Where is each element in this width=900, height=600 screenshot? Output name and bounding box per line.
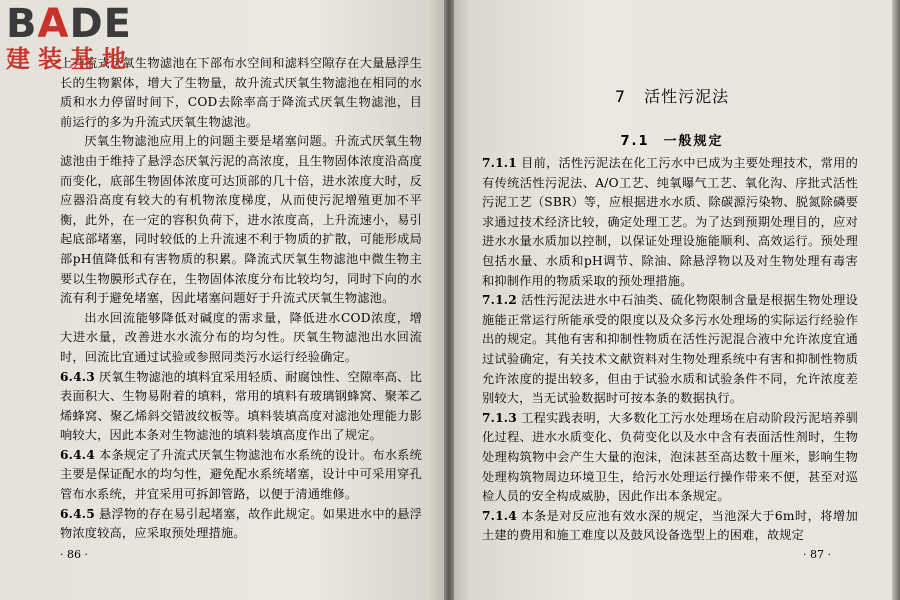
clause-paragraph: 6.4.5 悬浮物的存在易引起堵塞，故作此规定。如果进水中的悬浮物浓度较高，应采取预处理措施。 xyxy=(60,506,422,541)
logo-subtitle: 建装基地 xyxy=(6,45,134,73)
clause-paragraph: 7.1.4 本条是对反应池有效水深的规定，当池深大于6m时，将增加土建的费用和施工难度以及鼓风设备选型上的困难，故规定 xyxy=(482,508,858,543)
clause-number: 6.4.4 xyxy=(60,447,95,462)
chapter-number: 7 xyxy=(614,87,627,106)
clause-number: 6.4.5 xyxy=(60,506,95,521)
clause-number: 6.4.3 xyxy=(60,369,95,384)
left-paragraph: 出水回流能够降低对碱度的需求量，降低进水COD浓度，增大进水量，改善进水水流分布的均匀性。厌氧生物滤池出水回流时，回流比宜通过试验或参照同类污水运行经验确定。 xyxy=(60,310,422,364)
section-title: 一般规定 xyxy=(663,134,724,149)
watermark-logo xyxy=(6,2,176,82)
page-number-left: · 86 · xyxy=(60,548,88,561)
left-paragraph: 上升流式厌氧生物滤池在下部布水空间和滤料空隙存在大量悬浮生长的生物絮体，增大了生物量，故升流式厌氧生物滤池在相同的水质和水力停留时间下，COD去除率高于降流式厌氧生物滤池，目前运行的多为升流式厌氧生物滤池。 xyxy=(60,56,422,129)
clause-paragraph: 7.1.1 目前，活性污泥法在化工污水中已成为主要处理技术，常用的有传统活性污泥法、A/O工艺、纯氧曝气工艺、氧化沟、序批式活性污泥工艺（SBR）等，应根据进水水质、除碳源污染物、脱氮除磷要求通过技术经济比较，确定处理工艺。为了达到预期处理目的，应对进水水量水质加以控制，以保证处理设施能顺利、高效运行。预处理包括水量、水质和pH调节、除油、除悬浮物以及对生物处理有毒害和抑制作用的物质采取的预处理措施。 xyxy=(482,156,858,288)
left-page-body xyxy=(60,54,422,544)
clause-paragraph: 7.1.3 工程实践表明，大多数化工污水处理场在启动阶段污泥培养驯化过程、进水水质变化、负荷变化以及水中含有表面活性剂时，生物处理构筑物中会产生大量的泡沫，泡沫甚至高达数十厘米，影响生物处理构筑物周边环境卫生，给污水处理运行操作带来不便，甚至对巡检人员的安全构成威胁，因此作出本条规定。 xyxy=(482,410,858,504)
section-number: 7.1 xyxy=(620,134,650,149)
clause-paragraph: 6.4.4 本条规定了升流式厌氧生物滤池布水系统的设计。布水系统主要是保证配水的均匀性，避免配水系统堵塞，设计中可采用穿孔管布水系统，并宜采用可拆卸管路，以便于清通维修。 xyxy=(60,447,422,502)
section-heading xyxy=(452,130,892,149)
chapter-heading xyxy=(452,84,892,107)
book-edge xyxy=(892,0,900,600)
chapter-title: 活性污泥法 xyxy=(644,87,730,106)
left-paragraph: 厌氧生物滤池应用上的问题主要是堵塞问题。升流式厌氧生物滤池由于维持了悬浮态厌氧污泥的高浓度，且生物固体浓度沿高度而变化，底部生物固体浓度可达顶部的几十倍，进水浓度大时，反应器沿高度有较大的有机物浓度梯度，从而使污泥增殖更加不平衡，此外，在一定的容积负荷下，进水浓度高，上升流速小，易引起底部堵塞，同时较低的上升流速不利于物质的扩散，可能形成局部pH值降低和有害物质的积累。降流式厌氧生物滤池中微生物主要以生物膜形式存在，生物固体浓度分布比较均匀，同时下向的水流有利于避免堵塞，因此堵塞问题好于升流式厌氧生物滤池。 xyxy=(60,134,422,306)
clause-paragraph: 7.1.2 活性污泥法进水中石油类、硫化物限制含量是根据生物处理设施能正常运行所能承受的限度以及众多污水处理场的实际运行经验作出的规定。其他有害和抑制性物质在活性污泥混合液中允许浓度宜通过试验确定，有关技术文献资料对生物处理系统中有害和抑制性物质允许浓度的提出较多，但由于试验水质和试验条件不同，允许浓度差别较大，当无试验数据时可按本条的数据执行。 xyxy=(482,293,858,406)
clause-number: 7.1.3 xyxy=(482,410,517,425)
logo-lettering: B A DE xyxy=(6,1,132,47)
clause-number: 7.1.2 xyxy=(482,293,517,308)
clause-paragraph: 6.4.3 厌氧生物滤池的填料宜采用轻质、耐腐蚀性、空隙率高、比表面积大、生物易附着的填料，常用的填料有玻璃钢蜂窝、聚苯乙烯蜂窝、聚乙烯斜交错波纹板等。填料装填高度对滤池处理能力影响较大，因此本条对生物滤池的填料装填高度作出了规定。 xyxy=(60,369,422,443)
clause-number: 7.1.4 xyxy=(482,508,517,523)
clause-number: 7.1.1 xyxy=(482,156,517,170)
page-number-right: · 87 · xyxy=(803,548,831,561)
right-page-body xyxy=(482,154,858,546)
